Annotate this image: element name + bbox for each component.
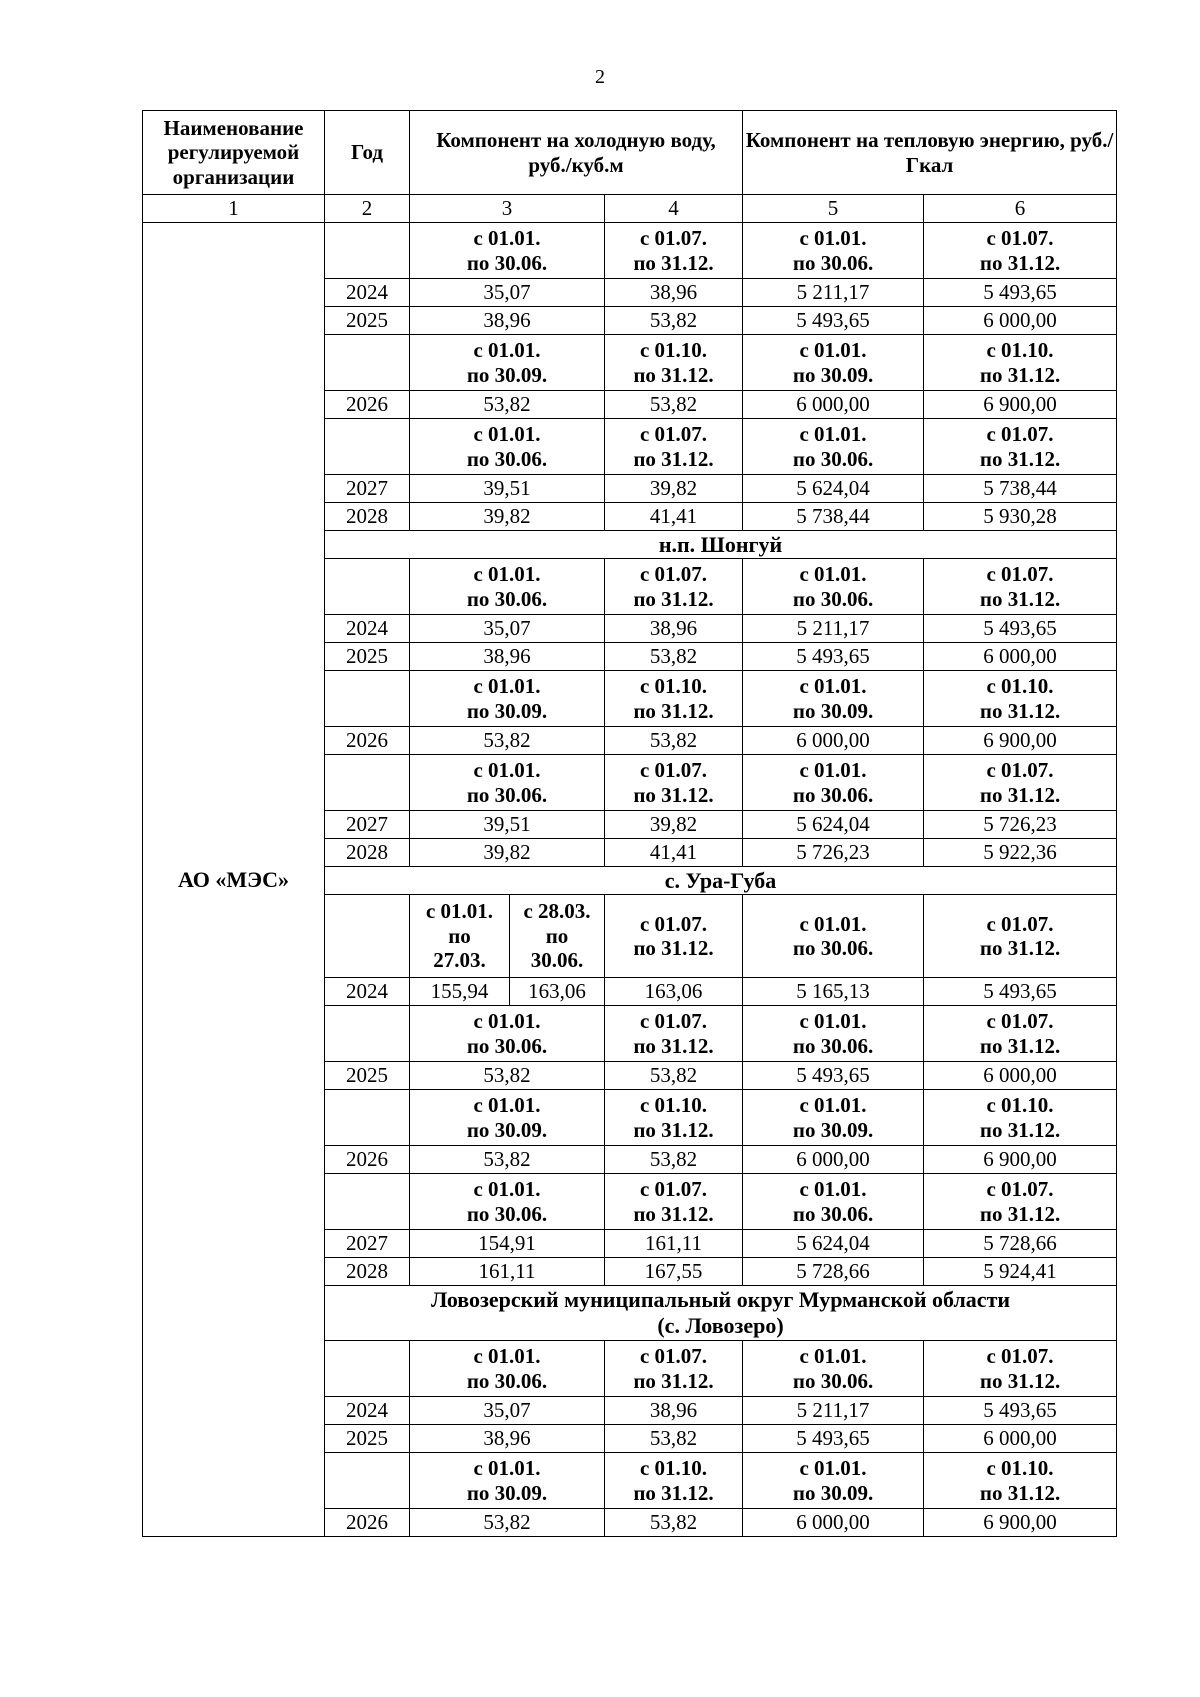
value-cell: 5 728,66	[743, 1258, 924, 1286]
value-cell: 53,82	[410, 1146, 605, 1174]
value-cell: 5 924,41	[924, 1258, 1117, 1286]
value-cell: 5 493,65	[743, 643, 924, 671]
period-cell: с 01.07. по 31.12.	[924, 1006, 1117, 1062]
value-cell: 6 000,00	[743, 391, 924, 419]
value-cell: 5 930,28	[924, 503, 1117, 531]
value-cell: 5 493,65	[743, 307, 924, 335]
value-cell: 41,41	[605, 503, 743, 531]
year-cell-empty	[325, 559, 410, 615]
period-cell: с 01.01. по 30.06.	[743, 895, 924, 978]
value-cell: 38,96	[605, 279, 743, 307]
period-cell: с 01.10. по 31.12.	[924, 1453, 1117, 1509]
value-cell: 53,82	[410, 391, 605, 419]
value-cell: 35,07	[410, 615, 605, 643]
col-num-6: 6	[924, 195, 1117, 223]
period-cell: с 01.10. по 31.12.	[924, 671, 1117, 727]
value-cell: 161,11	[410, 1258, 605, 1286]
value-cell: 155,94	[410, 978, 510, 1006]
value-cell: 5 624,04	[743, 811, 924, 839]
period-cell: с 01.10. по 31.12.	[924, 335, 1117, 391]
period-cell: с 01.01. по 30.06.	[743, 1174, 924, 1230]
value-cell: 53,82	[410, 1509, 605, 1537]
period-cell: с 01.01. по 30.09.	[743, 335, 924, 391]
value-cell: 167,55	[605, 1258, 743, 1286]
value-cell: 6 900,00	[924, 1509, 1117, 1537]
year-cell-empty	[325, 1453, 410, 1509]
value-cell: 5 493,65	[743, 1425, 924, 1453]
period-cell: с 01.01. по 30.09.	[410, 1090, 605, 1146]
value-cell: 5 738,44	[743, 503, 924, 531]
period-cell: с 01.01. по 30.06.	[410, 559, 605, 615]
period-cell: с 01.01. по 30.06.	[410, 419, 605, 475]
header-org-name: Наименование регулируемой организации	[143, 111, 325, 195]
value-cell: 6 900,00	[924, 1146, 1117, 1174]
year-cell-empty	[325, 419, 410, 475]
section-title: с. Ура-Губа	[325, 867, 1117, 895]
section-title: Ловозерский муниципальный округ Мурманской области (с. Ловозеро)	[325, 1286, 1117, 1341]
tariff-table	[142, 110, 1117, 1537]
year-cell: 2026	[325, 1146, 410, 1174]
period-cell: с 01.01. по 30.09.	[743, 671, 924, 727]
value-cell: 35,07	[410, 1397, 605, 1425]
period-cell: с 01.07. по 31.12.	[924, 223, 1117, 279]
period-cell: с 01.01. по 30.06.	[410, 755, 605, 811]
year-cell-empty	[325, 895, 410, 978]
value-cell: 53,82	[605, 1062, 743, 1090]
value-cell: 5 211,17	[743, 615, 924, 643]
year-cell: 2027	[325, 1230, 410, 1258]
period-cell: с 01.07. по 31.12.	[924, 1341, 1117, 1397]
period-cell: с 01.07. по 31.12.	[605, 1341, 743, 1397]
value-cell: 5 493,65	[924, 279, 1117, 307]
value-cell: 6 900,00	[924, 727, 1117, 755]
period-cell: с 01.10. по 31.12.	[605, 335, 743, 391]
period-cell: с 01.07. по 31.12.	[605, 419, 743, 475]
value-cell: 39,82	[605, 811, 743, 839]
year-cell: 2024	[325, 615, 410, 643]
period-cell: с 01.01. по 30.06.	[743, 559, 924, 615]
value-cell: 5 493,65	[924, 978, 1117, 1006]
value-cell: 6 000,00	[743, 727, 924, 755]
period-cell: с 01.07. по 31.12.	[605, 559, 743, 615]
period-cell: с 01.07. по 31.12.	[924, 419, 1117, 475]
year-cell: 2028	[325, 839, 410, 867]
value-cell: 5 726,23	[924, 811, 1117, 839]
year-cell: 2028	[325, 503, 410, 531]
year-cell-empty	[325, 671, 410, 727]
period-cell: с 01.01. по 30.09.	[410, 1453, 605, 1509]
year-cell: 2027	[325, 475, 410, 503]
value-cell: 39,82	[605, 475, 743, 503]
period-cell: с 01.10. по 31.12.	[924, 1090, 1117, 1146]
year-cell-empty	[325, 755, 410, 811]
period-row	[143, 223, 1117, 279]
period-cell: с 01.07. по 31.12.	[924, 559, 1117, 615]
value-cell: 5 165,13	[743, 978, 924, 1006]
col-num-4: 4	[605, 195, 743, 223]
year-cell: 2026	[325, 1509, 410, 1537]
year-cell: 2026	[325, 391, 410, 419]
section-title: н.п. Шонгуй	[325, 531, 1117, 559]
period-cell: с 01.07. по 31.12.	[924, 1174, 1117, 1230]
year-cell-empty	[325, 1006, 410, 1062]
value-cell: 53,82	[605, 643, 743, 671]
period-cell: с 01.07. по 31.12.	[605, 755, 743, 811]
period-cell: с 01.01. по 27.03.	[410, 895, 510, 978]
year-cell-empty	[325, 1341, 410, 1397]
period-cell: с 01.07. по 31.12.	[605, 1006, 743, 1062]
value-cell: 6 900,00	[924, 391, 1117, 419]
header-row	[143, 111, 1117, 195]
year-cell: 2025	[325, 643, 410, 671]
column-number-row	[143, 195, 1117, 223]
value-cell: 38,96	[605, 615, 743, 643]
year-cell: 2025	[325, 307, 410, 335]
period-cell: с 01.10. по 31.12.	[605, 1453, 743, 1509]
value-cell: 5 728,66	[924, 1230, 1117, 1258]
period-cell: с 01.07. по 31.12.	[605, 1174, 743, 1230]
value-cell: 6 000,00	[924, 643, 1117, 671]
value-cell: 163,06	[510, 978, 605, 1006]
period-cell: с 01.01. по 30.06.	[743, 755, 924, 811]
period-cell: с 01.01. по 30.06.	[410, 1174, 605, 1230]
value-cell: 38,96	[410, 1425, 605, 1453]
value-cell: 5 922,36	[924, 839, 1117, 867]
value-cell: 5 493,65	[924, 1397, 1117, 1425]
year-cell: 2026	[325, 727, 410, 755]
period-cell: с 01.07. по 31.12.	[605, 223, 743, 279]
period-cell: с 01.01. по 30.06.	[410, 223, 605, 279]
value-cell: 6 000,00	[924, 1062, 1117, 1090]
value-cell: 39,82	[410, 839, 605, 867]
value-cell: 41,41	[605, 839, 743, 867]
value-cell: 163,06	[605, 978, 743, 1006]
period-cell: с 01.07. по 31.12.	[924, 895, 1117, 978]
value-cell: 5 493,65	[924, 615, 1117, 643]
col-num-2: 2	[325, 195, 410, 223]
period-cell: с 01.01. по 30.06.	[410, 1006, 605, 1062]
period-cell: с 28.03. по 30.06.	[510, 895, 605, 978]
year-cell: 2025	[325, 1425, 410, 1453]
value-cell: 35,07	[410, 279, 605, 307]
period-cell: с 01.07. по 31.12.	[924, 755, 1117, 811]
col-num-3: 3	[410, 195, 605, 223]
value-cell: 6 000,00	[924, 1425, 1117, 1453]
value-cell: 5 211,17	[743, 279, 924, 307]
col-num-5: 5	[743, 195, 924, 223]
period-cell: с 01.01. по 30.09.	[743, 1090, 924, 1146]
value-cell: 53,82	[605, 307, 743, 335]
col-num-1: 1	[143, 195, 325, 223]
period-cell: с 01.01. по 30.06.	[743, 1006, 924, 1062]
value-cell: 5 726,23	[743, 839, 924, 867]
value-cell: 5 624,04	[743, 475, 924, 503]
value-cell: 38,96	[605, 1397, 743, 1425]
value-cell: 53,82	[410, 1062, 605, 1090]
period-cell: с 01.01. по 30.09.	[410, 671, 605, 727]
period-cell: с 01.01. по 30.06.	[743, 223, 924, 279]
year-cell-empty	[325, 223, 410, 279]
year-cell: 2028	[325, 1258, 410, 1286]
value-cell: 38,96	[410, 307, 605, 335]
value-cell: 154,91	[410, 1230, 605, 1258]
year-cell: 2024	[325, 279, 410, 307]
page-number: 2	[595, 66, 605, 88]
period-cell: с 01.01. по 30.09.	[743, 1453, 924, 1509]
value-cell: 6 000,00	[924, 307, 1117, 335]
period-cell: с 01.01. по 30.06.	[743, 419, 924, 475]
year-cell: 2027	[325, 811, 410, 839]
value-cell: 39,51	[410, 475, 605, 503]
value-cell: 53,82	[605, 1509, 743, 1537]
value-cell: 39,82	[410, 503, 605, 531]
year-cell-empty	[325, 335, 410, 391]
organization-name: АО «МЭС»	[143, 223, 325, 1537]
period-cell: с 01.07. по 31.12.	[605, 895, 743, 978]
value-cell: 6 000,00	[743, 1509, 924, 1537]
period-cell: с 01.10. по 31.12.	[605, 671, 743, 727]
header-cold-water: Компонент на холодную воду, руб./куб.м	[410, 111, 743, 195]
year-cell: 2024	[325, 978, 410, 1006]
year-cell-empty	[325, 1174, 410, 1230]
value-cell: 161,11	[605, 1230, 743, 1258]
value-cell: 53,82	[605, 391, 743, 419]
header-year: Год	[325, 111, 410, 195]
year-cell-empty	[325, 1090, 410, 1146]
period-cell: с 01.01. по 30.09.	[410, 335, 605, 391]
value-cell: 6 000,00	[743, 1146, 924, 1174]
value-cell: 5 493,65	[743, 1062, 924, 1090]
value-cell: 5 738,44	[924, 475, 1117, 503]
period-cell: с 01.10. по 31.12.	[605, 1090, 743, 1146]
value-cell: 39,51	[410, 811, 605, 839]
period-cell: с 01.01. по 30.06.	[743, 1341, 924, 1397]
value-cell: 53,82	[410, 727, 605, 755]
value-cell: 53,82	[605, 1146, 743, 1174]
period-cell: с 01.01. по 30.06.	[410, 1341, 605, 1397]
value-cell: 53,82	[605, 1425, 743, 1453]
value-cell: 5 211,17	[743, 1397, 924, 1425]
header-heat-energy: Компонент на тепловую энергию, руб./Гкал	[743, 111, 1117, 195]
year-cell: 2025	[325, 1062, 410, 1090]
value-cell: 53,82	[605, 727, 743, 755]
value-cell: 38,96	[410, 643, 605, 671]
year-cell: 2024	[325, 1397, 410, 1425]
value-cell: 5 624,04	[743, 1230, 924, 1258]
